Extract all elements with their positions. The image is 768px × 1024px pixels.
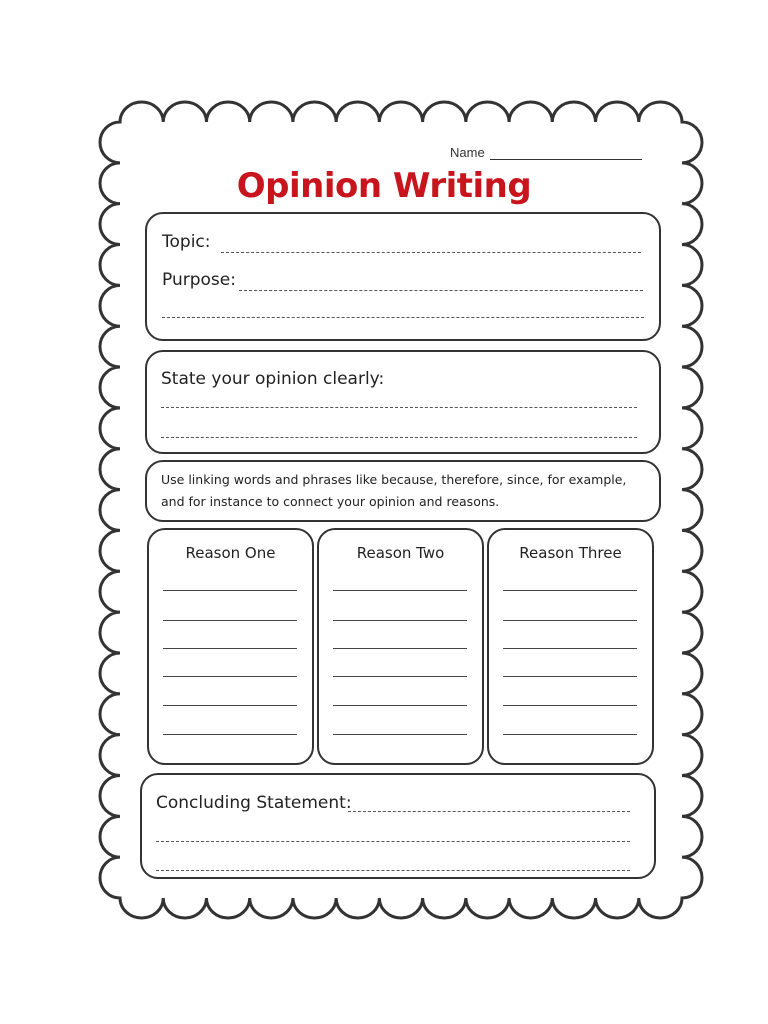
reason-line[interactable] xyxy=(333,734,467,735)
opinion-line-1[interactable] xyxy=(161,407,637,408)
linking-words-text: Use linking words and phrases like because, therefore, since, for example, and for instance to connect your opinion and reasons. xyxy=(161,472,627,509)
opinion-line-2[interactable] xyxy=(161,437,637,438)
topic-extra-line[interactable] xyxy=(162,317,644,318)
reason-one-box xyxy=(147,528,314,765)
topic-line[interactable] xyxy=(221,252,641,253)
reason-line[interactable] xyxy=(503,620,637,621)
reason-line[interactable] xyxy=(503,590,637,591)
reason-two-box xyxy=(317,528,484,765)
page-title: Opinion Writing xyxy=(236,166,532,206)
concluding-line-1[interactable] xyxy=(348,811,630,812)
reason-line[interactable] xyxy=(163,648,297,649)
reason-line[interactable] xyxy=(333,705,467,706)
reason-line[interactable] xyxy=(503,734,637,735)
reason-line[interactable] xyxy=(503,705,637,706)
reason-two-label: Reason Two xyxy=(356,544,445,562)
reason-line[interactable] xyxy=(333,590,467,591)
concluding-line-3[interactable] xyxy=(156,870,630,871)
reason-line[interactable] xyxy=(163,705,297,706)
linking-words-box xyxy=(145,460,661,522)
opinion-label: State your opinion clearly: xyxy=(161,369,385,389)
reason-line[interactable] xyxy=(163,734,297,735)
name-field[interactable] xyxy=(490,159,642,160)
reason-line[interactable] xyxy=(333,648,467,649)
name-label: Name xyxy=(450,145,485,160)
purpose-label: Purpose: xyxy=(162,270,236,290)
topic-label: Topic: xyxy=(162,232,211,252)
reason-line[interactable] xyxy=(163,676,297,677)
concluding-line-2[interactable] xyxy=(156,841,630,842)
purpose-line[interactable] xyxy=(239,290,643,291)
reason-one-label: Reason One xyxy=(185,544,276,562)
concluding-label: Concluding Statement: xyxy=(156,793,352,813)
reason-line[interactable] xyxy=(163,620,297,621)
reason-line[interactable] xyxy=(163,590,297,591)
concluding-box xyxy=(140,773,656,879)
topic-purpose-box xyxy=(145,212,661,341)
reason-three-box xyxy=(487,528,654,765)
reason-line[interactable] xyxy=(333,676,467,677)
reason-three-label: Reason Three xyxy=(519,544,622,562)
opinion-box xyxy=(145,350,661,454)
reason-line[interactable] xyxy=(333,620,467,621)
reason-line[interactable] xyxy=(503,676,637,677)
reason-line[interactable] xyxy=(503,648,637,649)
